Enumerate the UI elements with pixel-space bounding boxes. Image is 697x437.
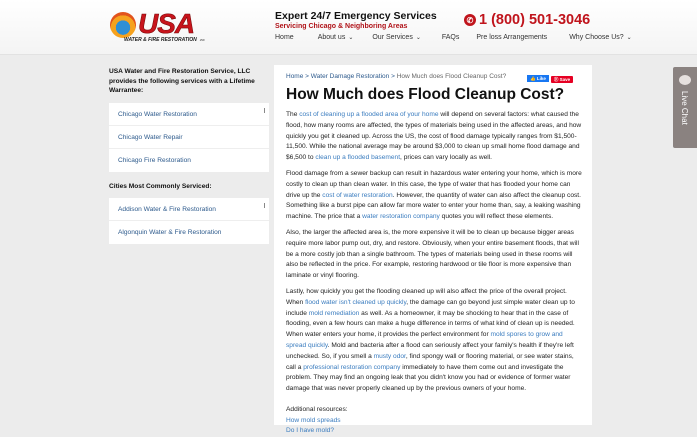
cities-heading: Cities Most Commonly Serviced: bbox=[109, 182, 212, 190]
sidebar-link-label: Chicago Fire Restoration bbox=[118, 156, 191, 164]
inline-link[interactable]: cost of water restoration bbox=[322, 191, 393, 199]
breadcrumb-home[interactable]: Home bbox=[286, 73, 304, 80]
text: Also, the larger the affected area is, the more expensive it will be to clean up because bigger areas require more labor pump out, dry, and restore. Obviously, when your entire basement floods, that will be a more costly job than a single bathroom. The types of materials being used in these rooms will also be reflected in the price. For example, restoring hardwood or tile floor is more expensive than laminate or vinyl flooring. bbox=[286, 228, 579, 280]
logo-sub-text: WATER & FIRE RESTORATION bbox=[124, 37, 197, 43]
text: , the damage can go beyond just simple water clean up to include bbox=[286, 298, 575, 317]
text: . Mold and bacteria after a flood can seriously affect your family's health if they're left unchecked. So, if you smell a bbox=[286, 341, 574, 360]
nav-label: Our Services bbox=[372, 34, 413, 41]
nav-label: FAQs bbox=[441, 34, 460, 41]
logo-text: USA bbox=[138, 8, 195, 39]
live-chat-label: Live Chat bbox=[680, 91, 689, 125]
chevron-down-icon: ⌄ bbox=[626, 35, 632, 41]
article-body bbox=[286, 110, 584, 395]
paragraph bbox=[286, 169, 584, 223]
sidebar-link-label: Chicago Water Repair bbox=[118, 133, 183, 141]
site-header bbox=[0, 0, 697, 55]
paragraph bbox=[286, 110, 584, 164]
nav-item[interactable] bbox=[372, 34, 421, 41]
inline-link[interactable]: water restoration company bbox=[362, 213, 440, 221]
nav-label: Pre loss Arrangements bbox=[476, 34, 548, 41]
logo-emblem-icon bbox=[110, 12, 136, 38]
inline-link[interactable]: professional restoration company bbox=[303, 363, 401, 371]
nav-item[interactable] bbox=[442, 34, 460, 41]
phone-link[interactable] bbox=[464, 12, 590, 28]
tagline: Expert 24/7 Emergency Services bbox=[275, 10, 437, 22]
subtagline: Servicing Chicago & Neighboring Areas bbox=[275, 23, 408, 30]
breadcrumb-current: How Much does Flood Cleanup Cost? bbox=[396, 73, 507, 80]
nav-item[interactable] bbox=[275, 34, 294, 41]
page-title: How Much does Flood Cleanup Cost? bbox=[286, 86, 565, 103]
inline-link[interactable]: musty odor bbox=[373, 352, 406, 360]
inline-link[interactable]: mold remediation bbox=[308, 309, 360, 317]
services-list bbox=[109, 103, 269, 172]
breadcrumb-separator: > bbox=[305, 73, 309, 80]
nav-label: Why Choose Us? bbox=[569, 34, 624, 41]
inline-link[interactable]: clean up a flooded basement bbox=[315, 154, 401, 162]
inline-link[interactable]: cost of cleaning up a flooded area of your home bbox=[299, 111, 439, 118]
nav-label: Home bbox=[275, 34, 294, 41]
inline-link[interactable]: flood water isn't cleaned up quickly bbox=[305, 298, 407, 306]
paragraph bbox=[286, 228, 584, 282]
text: will depend on several factors: what caused the flood, how many rooms are affected, the types of materials being used in the affected areas, and how quickly you get it cleaned up. Across the US, the cost of flood damage typically ranges from $1,500-11,500. While the national average may be around $3,000 to clean up small home flood damage and $6,500 to bbox=[286, 111, 582, 162]
nav-label: About us bbox=[317, 34, 346, 41]
scrollbar[interactable] bbox=[264, 203, 265, 208]
resource-link[interactable]: Do I have mold? bbox=[286, 427, 335, 435]
save-label: Save bbox=[559, 77, 571, 82]
cities-list bbox=[109, 198, 269, 244]
chevron-down-icon: ⌄ bbox=[348, 35, 354, 41]
paragraph bbox=[286, 287, 584, 395]
text: . However, the quantity of water can also affect the cleanup cost. Something like a burst pipe can allow far more water to enter your home than, say, a leaking washing machine. The price that a bbox=[286, 191, 581, 221]
live-chat-button[interactable] bbox=[673, 67, 697, 148]
resource-link[interactable]: How mold spreads bbox=[286, 416, 341, 424]
resources-heading: Additional resources: bbox=[286, 405, 348, 413]
text: , prices can vary locally as well. bbox=[400, 154, 493, 162]
phone-icon: ✆ bbox=[464, 14, 476, 26]
phone-number: 1 (800) 501-3046 bbox=[479, 12, 591, 28]
sidebar-link-label: Addison Water & Fire Restoration bbox=[118, 206, 216, 213]
text: Flood damage from a sewer backup can result in hazardous water entering your home, which is more costly to clean up than clean water. In this case, the type of water that has flooded your home can drive up the bbox=[286, 169, 582, 199]
sidebar-link[interactable] bbox=[109, 198, 269, 221]
sidebar-link[interactable] bbox=[109, 126, 269, 149]
text: as well. As a homeowner, it may be shocking to hear that in the case of flooding, even a few hours can make a huge difference in terms of what kind of clean up is needed. When water enters your home, it provides the perfect environment for bbox=[286, 309, 575, 339]
logo-subtitle bbox=[124, 37, 205, 43]
nav-item[interactable] bbox=[318, 34, 354, 41]
text: quotes you will reflect these elements. bbox=[439, 213, 554, 221]
pinterest-save-button[interactable]: ⓟ Save bbox=[551, 76, 573, 83]
scrollbar[interactable] bbox=[264, 108, 265, 113]
like-label: Like bbox=[536, 76, 546, 81]
facebook-like-button[interactable]: 👍 Like bbox=[527, 75, 549, 82]
text: immediately to have them come out and investigate the problem. They may find an ongoing leak that you didn't know you had or evidence of former water damage that was never properly cleaned up by the previous owners of your home. bbox=[286, 363, 571, 393]
text: , find spongy wall or flooring material, or see water stains, call a bbox=[286, 352, 574, 371]
article bbox=[274, 65, 592, 435]
logo-inc: INC bbox=[199, 38, 205, 42]
social-buttons bbox=[527, 75, 573, 83]
sidebar-link[interactable] bbox=[109, 149, 269, 172]
chat-bubble-icon bbox=[679, 75, 691, 85]
main-nav bbox=[275, 34, 632, 41]
services-heading: USA Water and Fire Restoration Service, LLC provides the following services with a Lifetime Warrantee: bbox=[109, 68, 255, 94]
nav-item[interactable] bbox=[569, 34, 632, 41]
chevron-down-icon: ⌄ bbox=[415, 35, 421, 41]
breadcrumb-parent[interactable]: Water Damage Restoration bbox=[310, 73, 390, 80]
text: The bbox=[286, 111, 300, 118]
sidebar-link-label: Algonquin Water & Fire Restoration bbox=[118, 229, 222, 236]
breadcrumb-separator: > bbox=[391, 73, 395, 80]
company-logo[interactable] bbox=[110, 10, 230, 44]
text: Lastly, how quickly you get the flooding cleaned up will also affect the price of the overall project. When bbox=[286, 287, 567, 306]
sidebar-link[interactable] bbox=[109, 221, 269, 244]
resources-list bbox=[286, 416, 584, 437]
sidebar-link[interactable] bbox=[109, 103, 269, 126]
nav-item[interactable] bbox=[476, 34, 547, 41]
sidebar-link-label: Chicago Water Restoration bbox=[118, 110, 197, 118]
sidebar bbox=[109, 67, 269, 254]
inline-link[interactable]: mold spores to grow and spread quickly bbox=[286, 331, 563, 349]
